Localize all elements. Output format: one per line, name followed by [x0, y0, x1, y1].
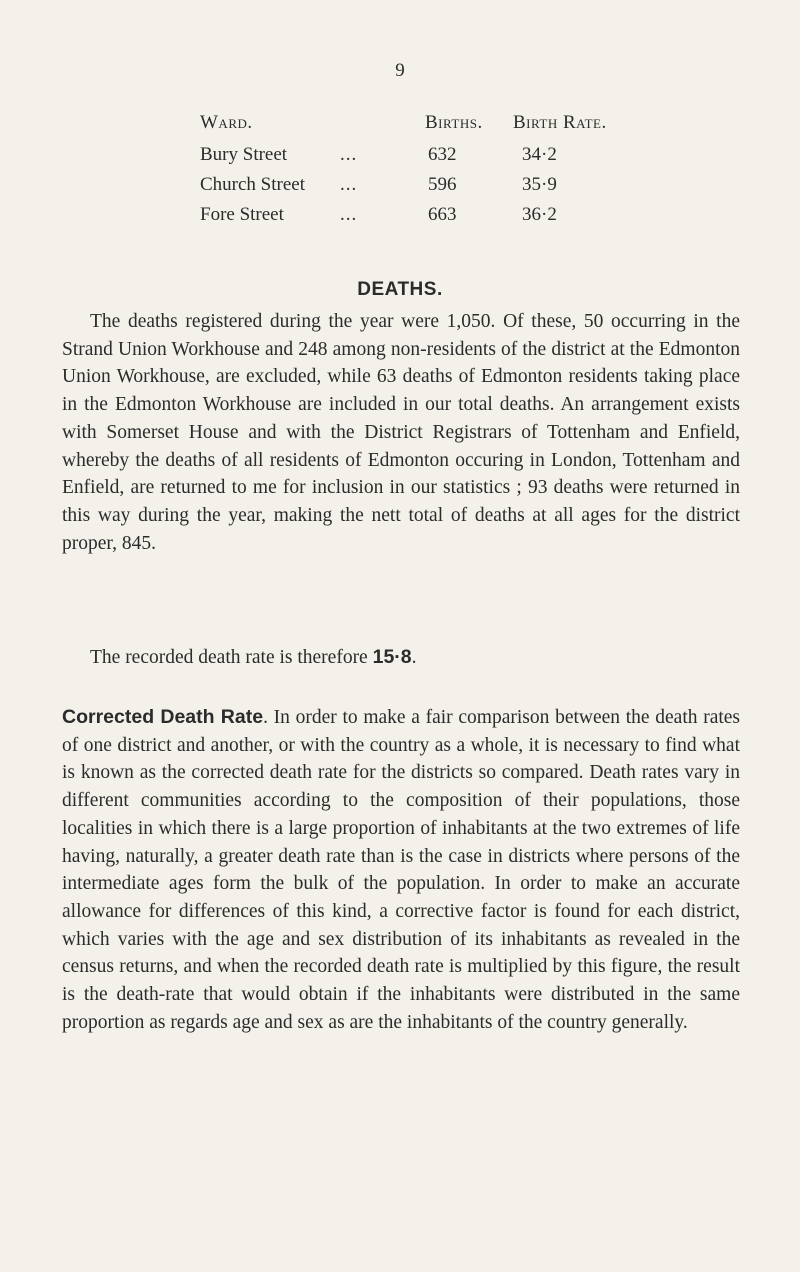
- header-births: Births.: [425, 112, 483, 133]
- leader-dots: ...: [340, 144, 358, 165]
- ward-name: Bury Street: [200, 144, 288, 165]
- recorded-rate-end: .: [411, 647, 417, 668]
- births-value: 596: [428, 174, 457, 195]
- birth-rate-value: 36·2: [522, 204, 557, 225]
- birth-rate-value: 35·9: [522, 174, 557, 195]
- leader-dots: ...: [340, 174, 358, 195]
- ward-name: Fore Street: [200, 204, 284, 225]
- table-row: [180, 144, 680, 174]
- header-ward: Ward.: [200, 112, 253, 133]
- header-birth-rate: Birth Rate.: [513, 112, 607, 133]
- births-value: 632: [428, 144, 457, 165]
- table-header-row: [180, 112, 680, 144]
- leader-dots: ...: [340, 204, 358, 225]
- births-value: 663: [428, 204, 457, 225]
- corrected-heading-end: .: [263, 707, 274, 728]
- table-row: [180, 174, 680, 204]
- corrected-death-rate-paragraph: [62, 704, 740, 1036]
- recorded-rate-text: The recorded death rate is therefore: [90, 647, 373, 668]
- corrected-death-rate-text: In order to make a fair comparison between the death rates of one district and another, or with the country as a whole, it is necessary to find what is known as the corrected death rate for the districts so compared. Death rates vary in different communities according to the composition of their populations, those localities in which there is a large proportion of inhabitants at the two extremes of life having, naturally, a greater death rate than is the case in districts where persons of the intermediate ages form the bulk of the population. In order to make an accurate allowance for differences of this kind, a corrective factor is found for each district, which varies with the age and sex distribution of its inhabitants as revealed in the census returns, and when the recorded death rate is multiplied by this figure, the result is the death-rate that would obtain if the inhabitants were distributed in the same proportion as regards age and sex as are the inhabitants of the country generally.: [62, 707, 741, 1033]
- ward-births-table: [180, 112, 680, 234]
- ward-name: Church Street: [200, 174, 306, 195]
- page-number: 9: [395, 60, 405, 81]
- deaths-heading: DEATHS.: [357, 279, 443, 300]
- table-row: [180, 204, 680, 234]
- corrected-death-rate-heading: Corrected Death Rate: [62, 706, 264, 728]
- birth-rate-value: 34·2: [522, 144, 557, 165]
- deaths-paragraph: The deaths registered during the year were 1,050. Of these, 50 occurring in the Strand Union Workhouse and 248 among non-residents of the district at the Edmonton Union Workhouse, are excluded, while 63 deaths of Edmonton residents taking place in the Edmonton Workhouse are included in our total deaths. An arrangement exists with Somerset House and with the District Registrars of Tottenham and Enfield, whereby the deaths of all residents of Edmonton occuring in London, Tottenham and Enfield, are returned to me for inclusion in our statistics ; 93 deaths were returned in this way during the year, making the nett total of deaths at all ages for the district proper, 845.: [62, 311, 740, 554]
- recorded-death-rate-line: [62, 644, 740, 672]
- recorded-rate-value: 15·8: [372, 646, 412, 668]
